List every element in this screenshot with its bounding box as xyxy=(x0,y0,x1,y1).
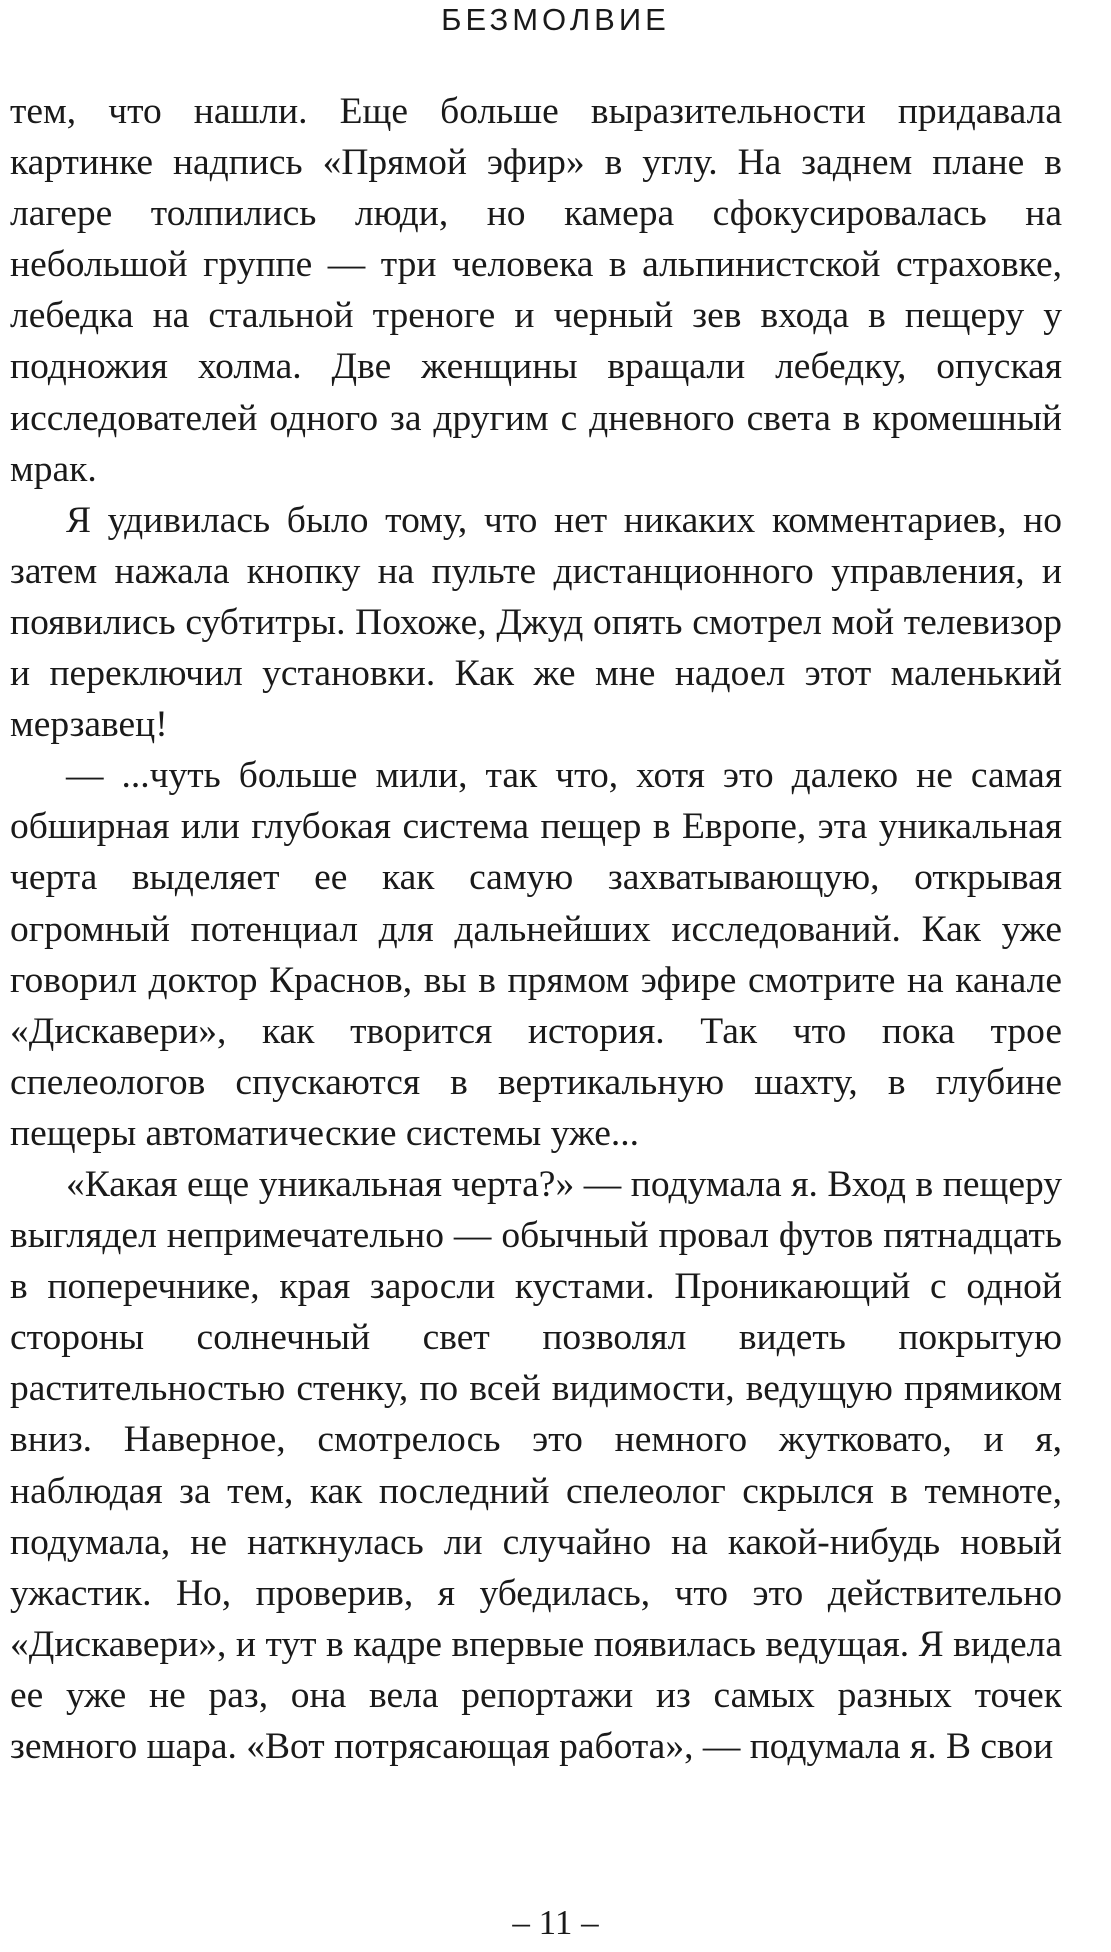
paragraph: «Какая еще уникальная черта?» — подумала я. Вход в пещеру выглядел непримечательно — обычный провал футов пятнадцать в поперечнике, края заросли кустами. Проникающий с одной стороны солнечный свет позволял видеть покрытую растительностью стенку, по всей видимости, ведущую прямиком вниз. Наверное, смотрелось это немного жутковато, и я, наблюдая за тем, как последний спелеолог скрылся в темноте, подумала, не наткнулась ли случайно на какой-нибудь новый ужастик. Но, проверив, я убедилась, что это действительно «Дискавери», и тут в кадре впервые появилась ведущая. Я видела ее уже не раз, она вела репортажи из самых разных точек земного шара. «Вот потрясающая работа», — подумала я. В свои xyxy=(10,1163,1062,1767)
paragraph: Я удивилась было тому, что нет никаких комментариев, но затем нажала кнопку на пульте дистанционного управления, и появились субтитры. Похоже, Джуд опять смотрел мой телевизор и переключил установки. Как же мне надоел этот маленький мерзавец! xyxy=(10,499,1062,746)
paragraph-dialogue: — ...чуть больше мили, так что, хотя это далеко не самая обширная или глубокая система пещер в Европе, эта уникальная черта выделяет ее как самую захватывающую, открывая огромный потенциал для дальнейших исследований. Как уже говорил доктор Краснов, вы в прямом эфире смотрите на канале «Дискавери», как творится история. Так что пока трое спелеологов спускаются в вертикальную шахту, в глубине пещеры автоматические системы уже... xyxy=(10,755,1062,1154)
running-head: БЕЗМОЛВИЕ xyxy=(441,2,670,37)
body-text xyxy=(10,86,1062,1772)
paragraph-continuation: тем, что нашли. Еще больше выразительности придавала картинке надпись «Прямой эфир» в углу. На заднем плане в лагере толпились люди, но камера сфокусировалась на небольшой группе — три человека в альпинистской страховке, лебедка на стальной треноге и черный зев входа в пещеру у подножия холма. Две женщины вращали лебедку, опуская исследователей одного за другим с дневного света в кромешный мрак. xyxy=(10,91,1062,490)
page-number: – 11 – xyxy=(512,1903,599,1942)
